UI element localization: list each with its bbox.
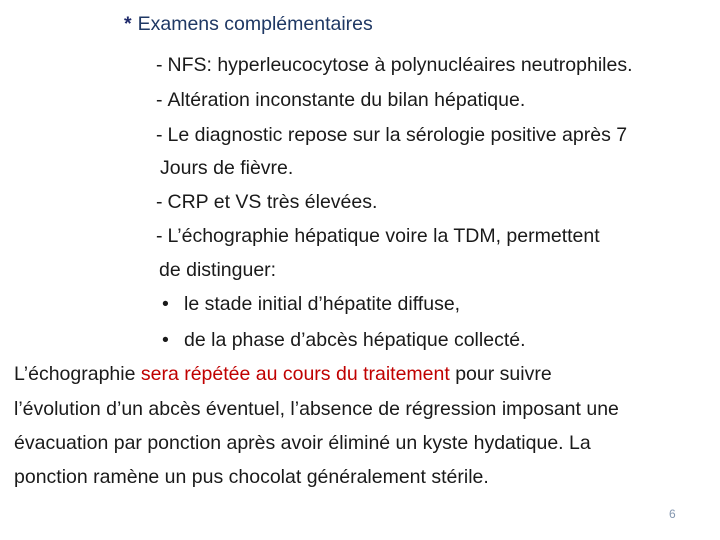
bullet-item	[162, 328, 526, 352]
section-heading	[124, 12, 373, 36]
item-text: Le diagnostic repose sur la sérologie positive après 7	[167, 124, 628, 146]
paragraph-text: L’échographie	[14, 363, 141, 385]
paragraph-text: évacuation par ponction après avoir éliminé un kyste hydatique. La	[14, 432, 591, 454]
paragraph-line	[14, 397, 619, 421]
list-item	[156, 190, 377, 214]
page-number: 6	[669, 507, 676, 521]
list-item	[156, 224, 600, 248]
dash-marker: -	[156, 54, 163, 76]
item-text: L’échographie hépatique voire la TDM, permettent	[167, 225, 600, 247]
item-text: Jours de fièvre.	[160, 157, 294, 179]
paragraph-line	[14, 362, 552, 386]
paragraph-line	[14, 465, 489, 489]
dash-marker: -	[156, 124, 163, 146]
item-text: CRP et VS très élevées.	[167, 191, 378, 213]
dash-marker: -	[156, 191, 163, 213]
heading-text: Examens complémentaires	[137, 13, 373, 35]
dash-marker: -	[156, 225, 163, 247]
list-item-continuation	[160, 156, 293, 180]
bullet-text: le stade initial d’hépatite diffuse,	[184, 293, 461, 315]
list-item	[156, 88, 525, 112]
highlighted-text: sera répétée au cours du traitement	[140, 363, 450, 385]
item-text: NFS: hyperleucocytose à polynucléaires neutrophiles.	[167, 54, 633, 76]
item-text: de distinguer:	[159, 259, 277, 281]
list-item-continuation	[159, 258, 276, 282]
paragraph-line	[14, 431, 591, 455]
paragraph-text: ponction ramène un pus chocolat généralement stérile.	[14, 466, 489, 488]
paragraph-text: l’évolution d’un abcès éventuel, l’absence de régression imposant une	[14, 398, 619, 420]
bullet-dot: •	[162, 293, 169, 315]
heading-bullet-star: *	[124, 13, 132, 35]
list-item	[156, 53, 633, 77]
bullet-item	[162, 292, 460, 316]
list-item	[156, 123, 627, 147]
dash-marker: -	[156, 89, 163, 111]
bullet-text: de la phase d’abcès hépatique collecté.	[184, 329, 526, 351]
paragraph-text: pour suivre	[449, 363, 552, 385]
bullet-dot: •	[162, 329, 169, 351]
item-text: Altération inconstante du bilan hépatique.	[167, 89, 526, 111]
